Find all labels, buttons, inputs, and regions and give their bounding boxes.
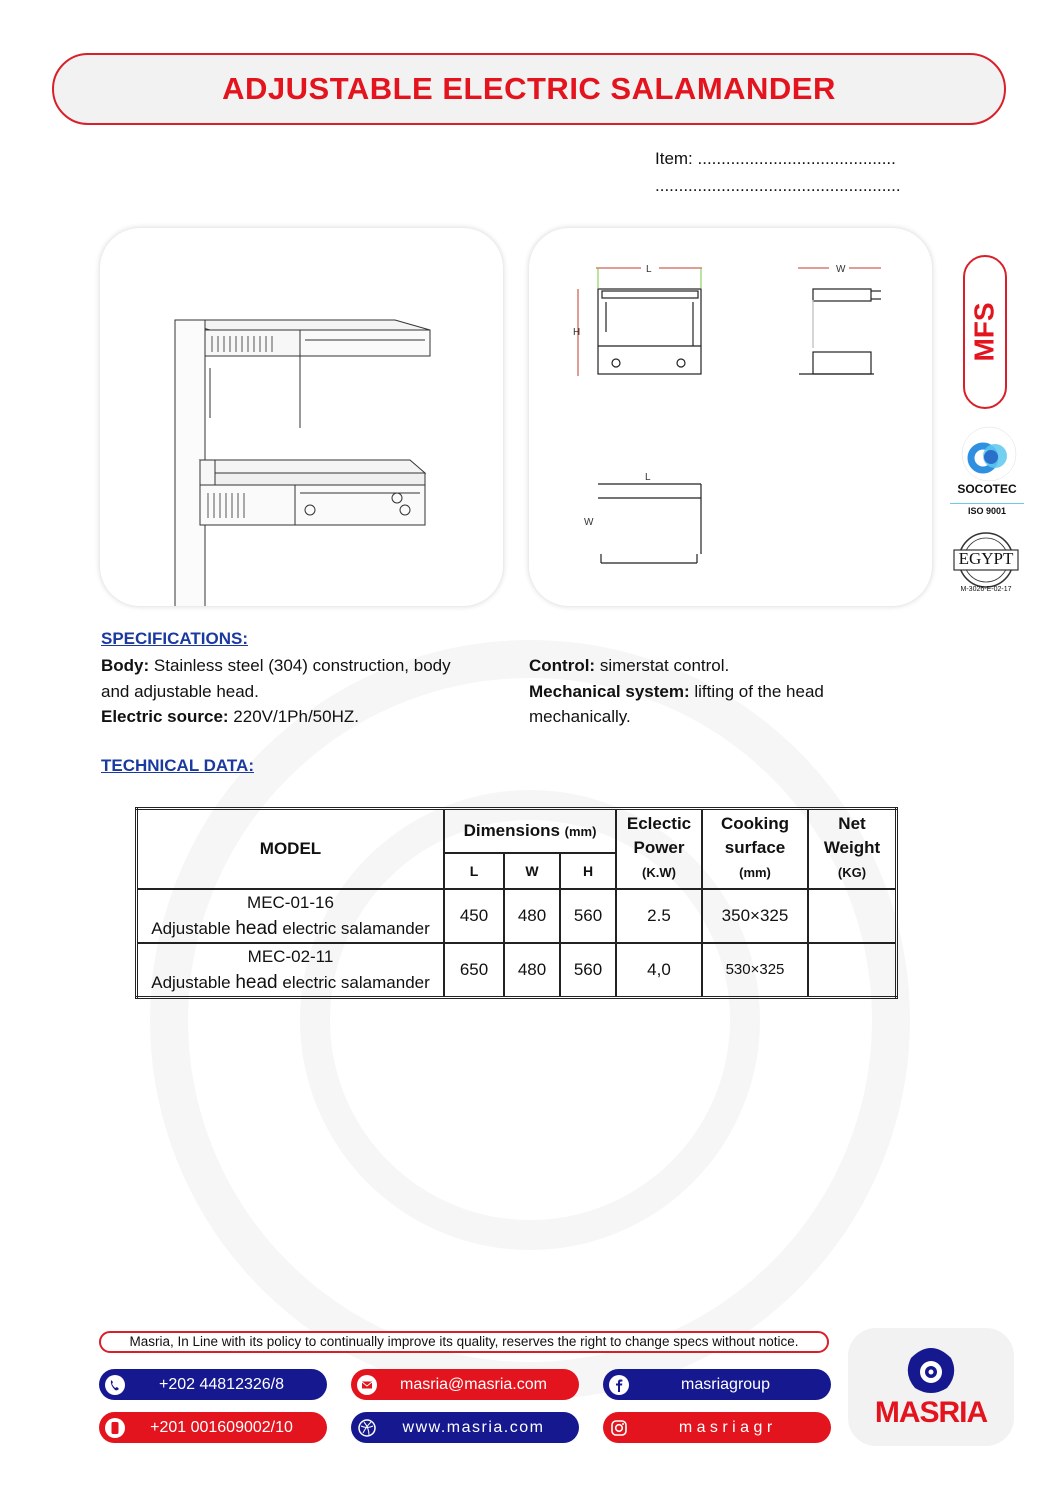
facebook-icon (608, 1374, 630, 1396)
cell-H: 560 (560, 943, 616, 998)
dimension-drawings (529, 228, 932, 606)
mail-icon (356, 1374, 378, 1396)
top-label-W: W (584, 517, 594, 528)
spec-mechanical-cont: mechanically. (529, 707, 631, 726)
egypt-certification-seal (950, 530, 1022, 596)
header-W: W (504, 853, 560, 889)
email-contact[interactable]: masria@masria.com (351, 1369, 579, 1400)
table-row (137, 943, 897, 998)
header-L: L (444, 853, 504, 889)
header-surface: Cooking surface (mm) (702, 809, 808, 889)
page-title: ADJUSTABLE ELECTRIC SALAMANDER (222, 71, 836, 106)
iso-label: ISO 9001 (950, 503, 1024, 516)
masria-emblem-icon (903, 1344, 959, 1394)
header-H: H (560, 853, 616, 889)
technical-data-heading: TECHNICAL DATA: (101, 756, 254, 775)
table-row (137, 889, 897, 943)
specifications-right (529, 653, 824, 730)
mfs-text: MFS (969, 302, 1001, 362)
header-model: MODEL (137, 809, 445, 889)
instagram-contact[interactable]: m a s r i a g r (603, 1412, 831, 1443)
technical-drawing-panel (529, 228, 932, 606)
top-label-L: L (645, 472, 651, 483)
title-banner (52, 53, 1006, 125)
website-contact[interactable]: www.masria.com (351, 1412, 579, 1443)
header-power: Eclectic Power (K.W) (616, 809, 702, 889)
cell-L: 450 (444, 889, 504, 943)
side-label-W: W (836, 264, 846, 275)
cell-surface: 530×325 (702, 943, 808, 998)
phone-contact[interactable]: +202 44812326/8 (99, 1369, 327, 1400)
mfs-badge (963, 255, 1007, 409)
technical-data-table (135, 807, 898, 999)
spec-control: Control: simerstat control. (529, 656, 730, 675)
model-cell: MEC-02-11 Adjustable head electric salamander (137, 943, 445, 998)
cell-weight (808, 943, 897, 998)
phone-icon (104, 1374, 126, 1396)
egypt-code: M-3026-E-02-17 (960, 586, 1012, 593)
header-weight: Net Weight (KG) (808, 809, 897, 889)
spec-body-cont: and adjustable head. (101, 681, 259, 701)
masria-logo (848, 1328, 1014, 1446)
cell-W: 480 (504, 889, 560, 943)
salamander-illustration (100, 228, 503, 606)
spec-body: Body: Stainless steel (304) construction, body (101, 656, 451, 675)
specifications-left (101, 653, 451, 730)
top-view (598, 484, 701, 563)
cell-L: 650 (444, 943, 504, 998)
specifications-heading: SPECIFICATIONS: (101, 629, 249, 648)
globe-icon (356, 1417, 378, 1439)
cell-W: 480 (504, 943, 560, 998)
instagram-icon (608, 1417, 630, 1439)
side-view (799, 289, 881, 374)
model-cell: MEC-01-16 Adjustable head electric salamander (137, 889, 445, 943)
socotec-label: SOCOTEC (957, 482, 1017, 496)
item-field: Item: .......................................... (655, 149, 896, 168)
cell-weight (808, 889, 897, 943)
egypt-text: EGYPT (958, 549, 1014, 568)
cell-power: 4,0 (616, 943, 702, 998)
item-field-line2: .................................................... (655, 176, 901, 195)
mobile-contact[interactable]: +201 001609002/10 (99, 1412, 327, 1443)
disclaimer-notice: Masria, In Line with its policy to continually improve its quality, reserves the right to change specs without notice. (99, 1331, 829, 1353)
cell-H: 560 (560, 889, 616, 943)
masria-logo-text: MASRIA (874, 1396, 988, 1429)
spec-electric: Electric source: 220V/1Ph/50HZ. (101, 707, 359, 726)
mobile-icon (104, 1417, 126, 1439)
socotec-logo-icon (961, 426, 1017, 487)
front-label-L: L (646, 264, 652, 275)
product-image-panel (100, 228, 503, 606)
header-dimensions: Dimensions (mm) (444, 809, 616, 853)
front-view (598, 289, 701, 374)
cell-surface: 350×325 (702, 889, 808, 943)
facebook-contact[interactable]: masriagroup (603, 1369, 831, 1400)
cell-power: 2.5 (616, 889, 702, 943)
front-label-H: H (573, 327, 581, 338)
spec-mechanical: Mechanical system: lifting of the head (529, 681, 824, 701)
